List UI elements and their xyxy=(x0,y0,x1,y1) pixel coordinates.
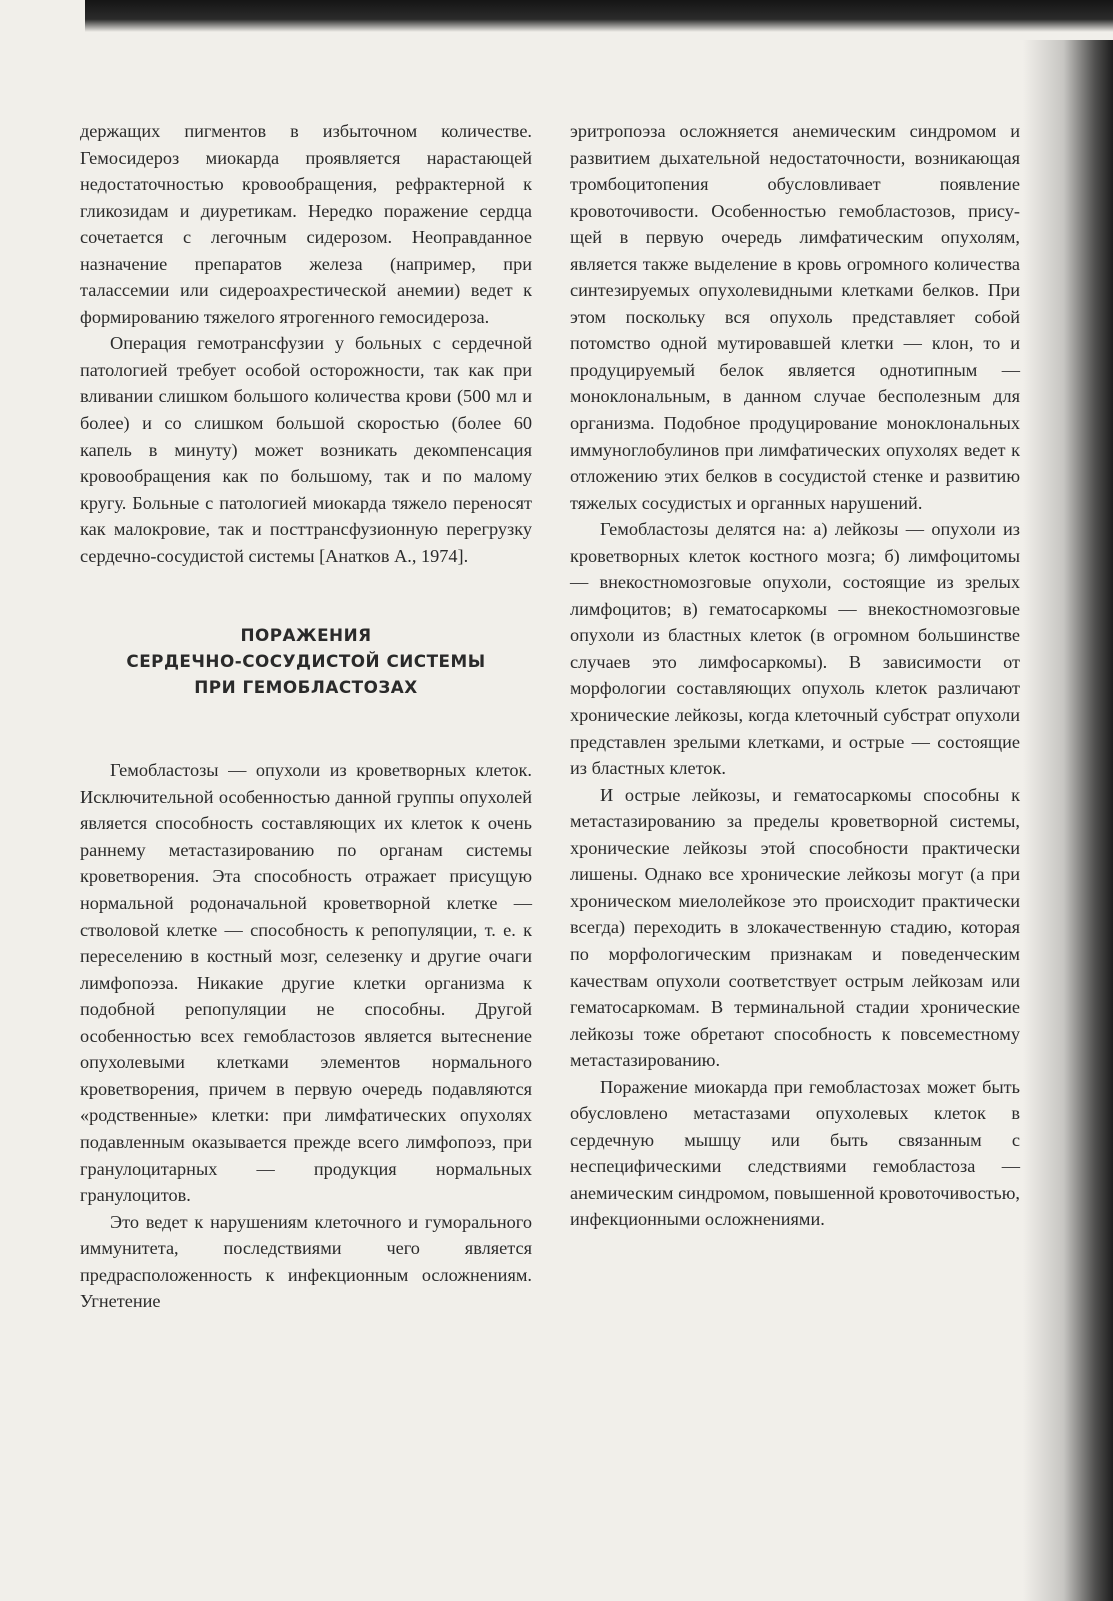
book-spine-shadow xyxy=(1023,40,1113,1601)
left-paragraph-4: Это ведет к нарушениям клеточного и гуморального иммунитета, последствиями чего является предрасположенность к инфекционным осложнениям. Угнетение xyxy=(80,1211,532,1312)
section-heading-line-2: СЕРДЕЧНО-СОСУДИСТОЙ СИСТЕМЫ xyxy=(126,651,486,672)
scan-top-shadow xyxy=(85,0,1113,32)
right-paragraph-3: И острые лейкозы, и гематосаркомы способны к метастазированию за пределы кроветворной системы, хронические лейкозы этой способности практически лишены. Однако все хронические лейкозы могут (а при хроническом миелолейкозе это происходит практически всегда) переходить в злокачественную стадию, которая по морфологическим признакам и поведенческим качествам опухоли соответствует острым лейкозам или гематосаркомам. В терминальной стадии хронические лейкозы тоже обретают способность к повсеместному метастазированию. xyxy=(570,784,1020,1071)
section-heading xyxy=(80,622,532,700)
right-paragraph-2: Гемобластозы делятся на: а) лейкозы — опухоли из кроветворных клеток костного мозга; б) лимфоцитомы — внекостномозговые опухоли, состоящие из зрелых лимфоцитов; в) гематосаркомы — внекостномозговые опухоли из бластных клеток (в огромном большинстве случаев это лимфосаркомы). В зависимости от морфологии составляющих опухоль клеток различают хронические лейкозы, когда клеточный субстрат опухоли представлен зрелыми клетками, и острые — состоящие из бластных клеток. xyxy=(570,519,1020,779)
section-heading-line-1: ПОРАЖЕНИЯ xyxy=(240,625,372,646)
left-column xyxy=(80,118,532,1315)
right-column xyxy=(570,118,1020,1233)
right-paragraph-4: Поражение миокарда при гемобластозах может быть обусловлено метастазами опухолевых клеток в сердечную мышцу или быть связанным с неспецифическими следствиями гемобластоза — анемическим синдромом, повышенной кровоточивостью, инфекционными осложнениями. xyxy=(570,1076,1020,1230)
right-paragraph-1: эритропоэза осложняется анемическим синдромом и развитием дыхательной недостаточности, возникающая тромбоцитопения обусловливает появление кровоточивости. Особенностью гемобластозов, присущей в первую очередь лимфатическим опухолям, является также выделение в кровь огромного количества синтезируемых опухолевидными клетками белков. При этом поскольку вся опухоль представляет собой потомство одной мутировавшей клетки — клон, то и продуцируемый белок является однотипным — моноклональным, в данном случае бесполезным для организма. Подобное продуцирование моноклональных иммуноглобулинов при лимфатических опухолях ведет к отложению этих белков в сосудистой стенке и развитию тяжелых сосудистых и органных нарушений. xyxy=(570,121,1020,513)
left-paragraph-1: держащих пигментов в избыточном количестве. Гемосидероз миокарда проявляется нарастающей недостаточностью кровообращения, рефрактерной к гликозидам и диуретикам. Нередко поражение сердца сочетается с легочным сидерозом. Неоправданное назначение препаратов железа (например, при талассемии или сидероахрестической анемии) ведет к формированию тяжелого ятрогенного гемосидероза. xyxy=(80,121,532,327)
left-paragraph-2: Операция гемотрансфузии у больных с сердечной патологией требует особой осторожности, так как при вливании слишком большого количества крови (500 мл и более) и со слишком большой скоростью (более 60 капель в минуту) может возникать декомпенсация кровообращения как по большому, так и по малому кругу. Больные с патологией миокарда тяжело переносят как малокровие, так и посттрансфузионную перегрузку сердечно-сосудистой системы [Анатков А., 1974]. xyxy=(80,333,532,566)
section-heading-line-3: ПРИ ГЕМОБЛАСТОЗАХ xyxy=(194,677,418,698)
left-paragraph-3: Гемобластозы — опухоли из кроветворных клеток. Исключительной особенностью данной группы опухолей является способность составляющих их клеток к очень раннему метастазированию по органам системы кроветворения. Эта способность отражает присущую нормальной родоначальной кроветворной клетке — стволовой клетке — способность к репопуляции, т. е. к переселению в костный мозг, селезенку и другие очаги лимфопоэза. Никакие другие клетки организма к подобной репопуляции не способны. Другой особенностью всех гемобластозов является вытеснение опухолевыми клетками элементов нормального кроветворения, причем в первую очередь подавляются «родственные» клетки: при лимфатических опухолях подавленным оказывается прежде всего лимфопоэз, при гранулоцитарных — продукция нормальных гранулоцитов. xyxy=(80,760,532,1206)
